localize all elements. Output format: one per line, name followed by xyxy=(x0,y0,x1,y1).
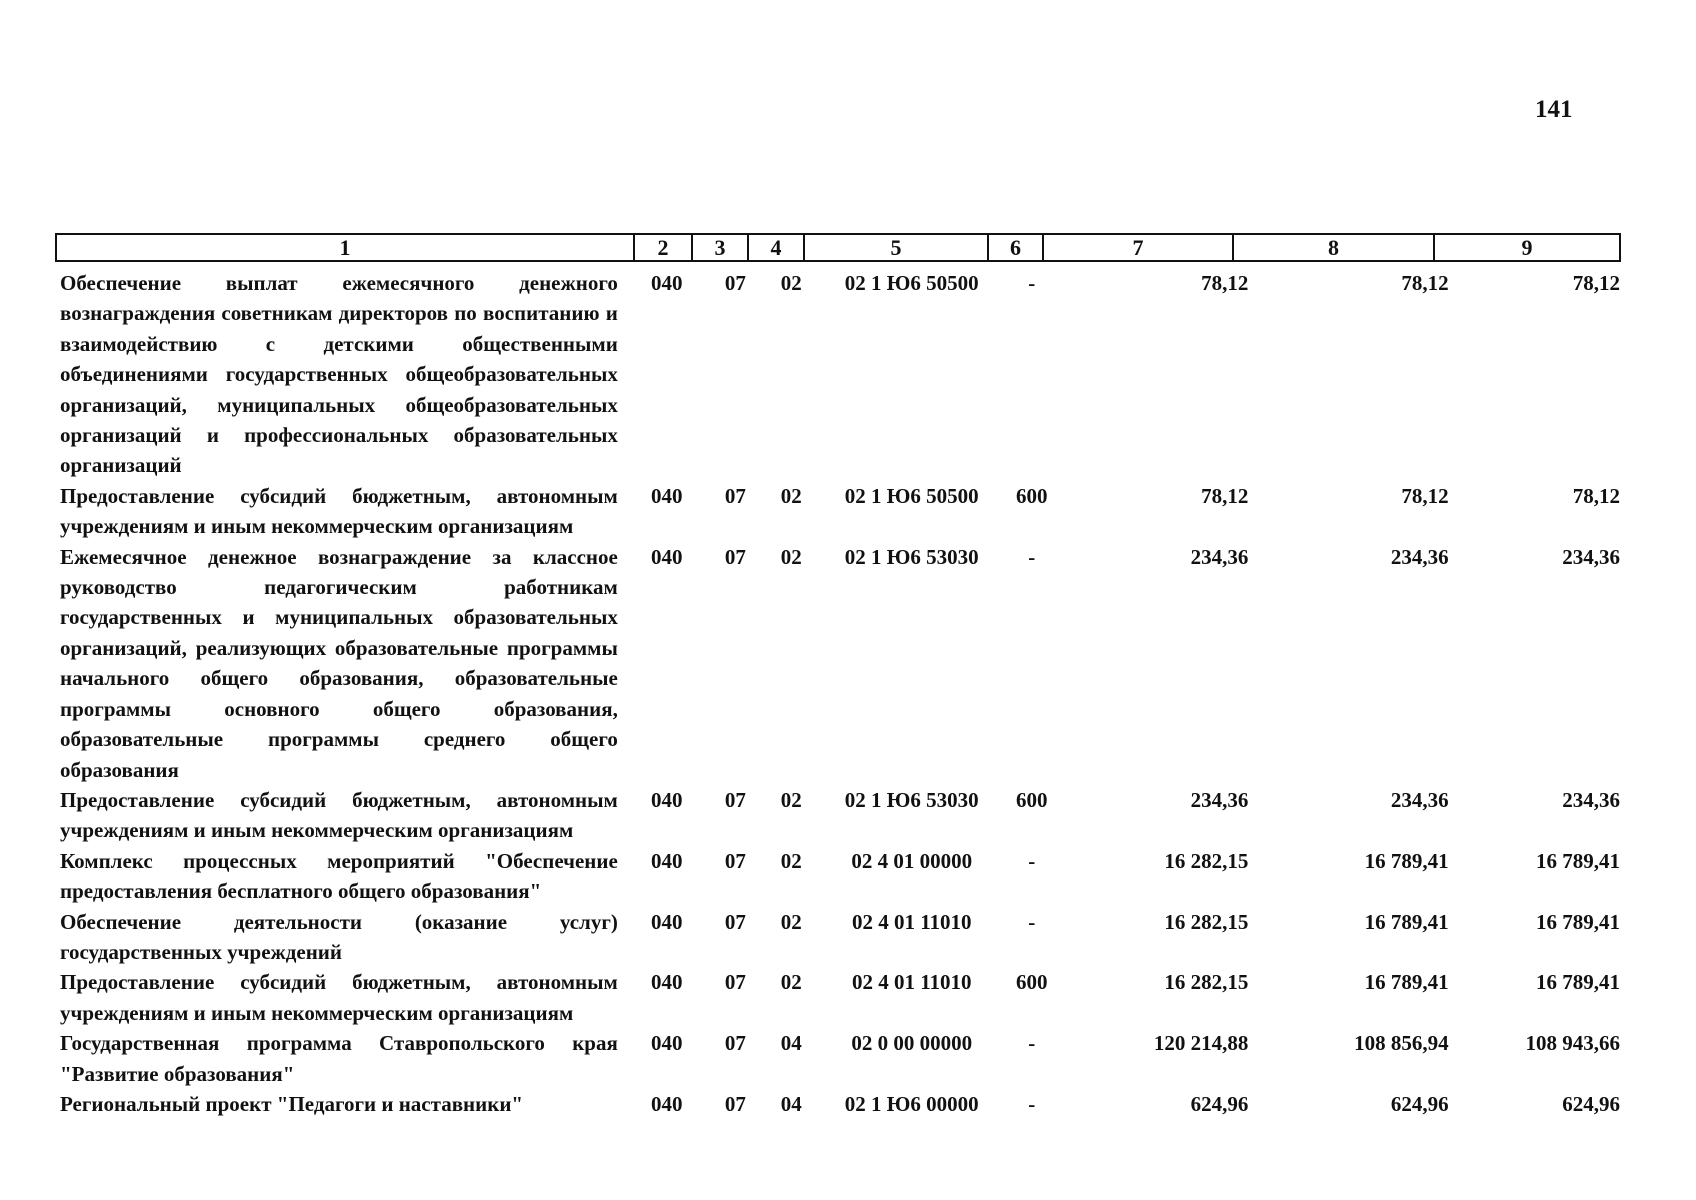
header-col-9: 9 xyxy=(1433,235,1619,260)
amount-col-7: 78,12 xyxy=(1201,483,1249,508)
row-description: Обеспечение деятельности (оказание услуг) государственных учреждений xyxy=(60,909,618,964)
amount-col-7: 78,12 xyxy=(1201,271,1249,295)
row-description: Предоставление субсидий бюджетным, автономным учреждениям и иным некоммерческим организациям xyxy=(60,970,618,1025)
amount-col-7: 234,36 xyxy=(1190,544,1249,569)
expense-type-code: - xyxy=(1028,1031,1036,1056)
table-header xyxy=(55,233,1621,262)
expense-type-code: 600 xyxy=(1016,483,1048,508)
table-row xyxy=(60,268,1620,481)
subsection-code: 02 xyxy=(780,848,802,873)
amount-col-9: 78,12 xyxy=(1572,483,1620,508)
subsection-code: 04 xyxy=(780,1031,802,1056)
subsection-code: 02 xyxy=(780,909,802,934)
row-description: Государственная программа Ставропольского края "Развитие образования" xyxy=(60,1031,618,1086)
amount-col-8: 78,12 xyxy=(1401,483,1449,508)
ministry-code: 040 xyxy=(650,787,683,812)
target-article-code: 02 1 Ю6 50500 xyxy=(844,483,979,508)
expense-type-code: - xyxy=(1028,909,1036,934)
table-row xyxy=(60,785,1620,846)
ministry-code: 040 xyxy=(650,483,683,508)
target-article-code: 02 4 01 00000 xyxy=(851,848,973,873)
amount-col-7: 624,96 xyxy=(1190,1091,1249,1116)
amount-col-7: 16 282,15 xyxy=(1164,970,1249,995)
ministry-code: 040 xyxy=(650,909,683,934)
subsection-code: 02 xyxy=(780,544,802,569)
target-article-code: 02 1 Ю6 50500 xyxy=(844,271,979,295)
section-code: 07 xyxy=(724,787,746,812)
amount-col-8: 16 789,41 xyxy=(1364,970,1449,995)
table-row xyxy=(60,1089,1620,1119)
subsection-code: 02 xyxy=(780,271,802,295)
header-col-6: 6 xyxy=(987,235,1042,260)
expense-type-code: - xyxy=(1028,544,1036,569)
section-code: 07 xyxy=(724,848,746,873)
amount-col-7: 16 282,15 xyxy=(1164,848,1249,873)
ministry-code: 040 xyxy=(650,544,683,569)
subsection-code: 02 xyxy=(780,787,802,812)
amount-col-8: 16 789,41 xyxy=(1364,848,1449,873)
section-code: 07 xyxy=(724,271,746,295)
amount-col-9: 16 789,41 xyxy=(1535,848,1620,873)
amount-col-8: 624,96 xyxy=(1390,1091,1449,1116)
amount-col-9: 16 789,41 xyxy=(1535,909,1620,934)
header-col-1: 1 xyxy=(339,235,351,260)
amount-col-8: 234,36 xyxy=(1390,544,1449,569)
amount-col-7: 234,36 xyxy=(1190,787,1249,812)
expense-type-code: 600 xyxy=(1016,970,1048,995)
header-col-8: 8 xyxy=(1232,235,1433,260)
amount-col-9: 234,36 xyxy=(1562,544,1620,569)
expense-type-code: - xyxy=(1028,848,1036,873)
ministry-code: 040 xyxy=(650,1091,683,1116)
row-description: Ежемесячное денежное вознаграждение за классное руководство педагогическим работникам государственных и муниципальных образовательных организаций, реализующих образовательные программы начального общего образования, образовательные программы основного общего образования, образовательные программы среднего общего образования xyxy=(60,544,618,782)
amount-col-9: 16 789,41 xyxy=(1535,970,1620,995)
section-code: 07 xyxy=(724,1031,746,1056)
expense-type-code: - xyxy=(1028,1091,1036,1116)
expense-type-code: - xyxy=(1028,271,1036,295)
table-row xyxy=(60,907,1620,968)
row-description: Предоставление субсидий бюджетным, автономным учреждениям и иным некоммерческим организациям xyxy=(60,483,618,539)
ministry-code: 040 xyxy=(650,848,683,873)
ministry-code: 040 xyxy=(650,970,683,995)
page-number: 141 xyxy=(1535,96,1573,123)
amount-col-8: 78,12 xyxy=(1401,271,1449,295)
target-article-code: 02 1 Ю6 00000 xyxy=(844,1091,979,1116)
amount-col-8: 108 856,94 xyxy=(1354,1031,1449,1056)
target-article-code: 02 1 Ю6 53030 xyxy=(844,544,979,569)
subsection-code: 04 xyxy=(780,1091,802,1116)
row-description: Обеспечение выплат ежемесячного денежного вознаграждения советникам директоров по воспитанию и взаимодействию с детскими общественными объединениями государственных общеобразовательных организаций, муниципальных общеобразовательных организаций и профессиональных образовательных организаций xyxy=(60,271,618,478)
header-col-3: 3 xyxy=(691,235,747,260)
target-article-code: 02 4 01 11010 xyxy=(851,909,972,934)
amount-col-8: 16 789,41 xyxy=(1364,909,1449,934)
table-row xyxy=(60,846,1620,907)
subsection-code: 02 xyxy=(780,970,802,995)
amount-col-9: 78,12 xyxy=(1572,271,1620,295)
amount-col-7: 120 214,88 xyxy=(1153,1031,1249,1056)
table-body xyxy=(60,268,1620,1119)
row-description: Региональный проект "Педагоги и наставники" xyxy=(60,1091,524,1116)
amount-col-9: 624,96 xyxy=(1562,1091,1620,1116)
target-article-code: 02 0 00 00000 xyxy=(851,1031,973,1056)
target-article-code: 02 1 Ю6 53030 xyxy=(844,787,979,812)
row-description: Комплекс процессных мероприятий "Обеспечение предоставления бесплатного общего образования" xyxy=(60,848,618,904)
section-code: 07 xyxy=(724,909,746,934)
section-code: 07 xyxy=(724,1091,746,1116)
row-description: Предоставление субсидий бюджетным, автономным учреждениям и иным некоммерческим организациям xyxy=(60,787,618,843)
table-row xyxy=(60,481,1620,542)
expense-type-code: 600 xyxy=(1016,787,1048,812)
ministry-code: 040 xyxy=(650,1031,683,1056)
header-col-4: 4 xyxy=(747,235,803,260)
amount-col-9: 234,36 xyxy=(1562,787,1620,812)
table-row xyxy=(60,1028,1620,1089)
target-article-code: 02 4 01 11010 xyxy=(851,970,972,995)
amount-col-9: 108 943,66 xyxy=(1525,1031,1620,1056)
section-code: 07 xyxy=(724,970,746,995)
table-row xyxy=(60,542,1620,785)
table-row xyxy=(60,967,1620,1028)
amount-col-8: 234,36 xyxy=(1390,787,1449,812)
section-code: 07 xyxy=(724,544,746,569)
header-col-7: 7 xyxy=(1042,235,1232,260)
header-col-2: 2 xyxy=(633,235,691,260)
section-code: 07 xyxy=(724,483,746,508)
amount-col-7: 16 282,15 xyxy=(1164,909,1249,934)
header-col-5: 5 xyxy=(803,235,987,260)
ministry-code: 040 xyxy=(650,271,683,295)
subsection-code: 02 xyxy=(780,483,802,508)
